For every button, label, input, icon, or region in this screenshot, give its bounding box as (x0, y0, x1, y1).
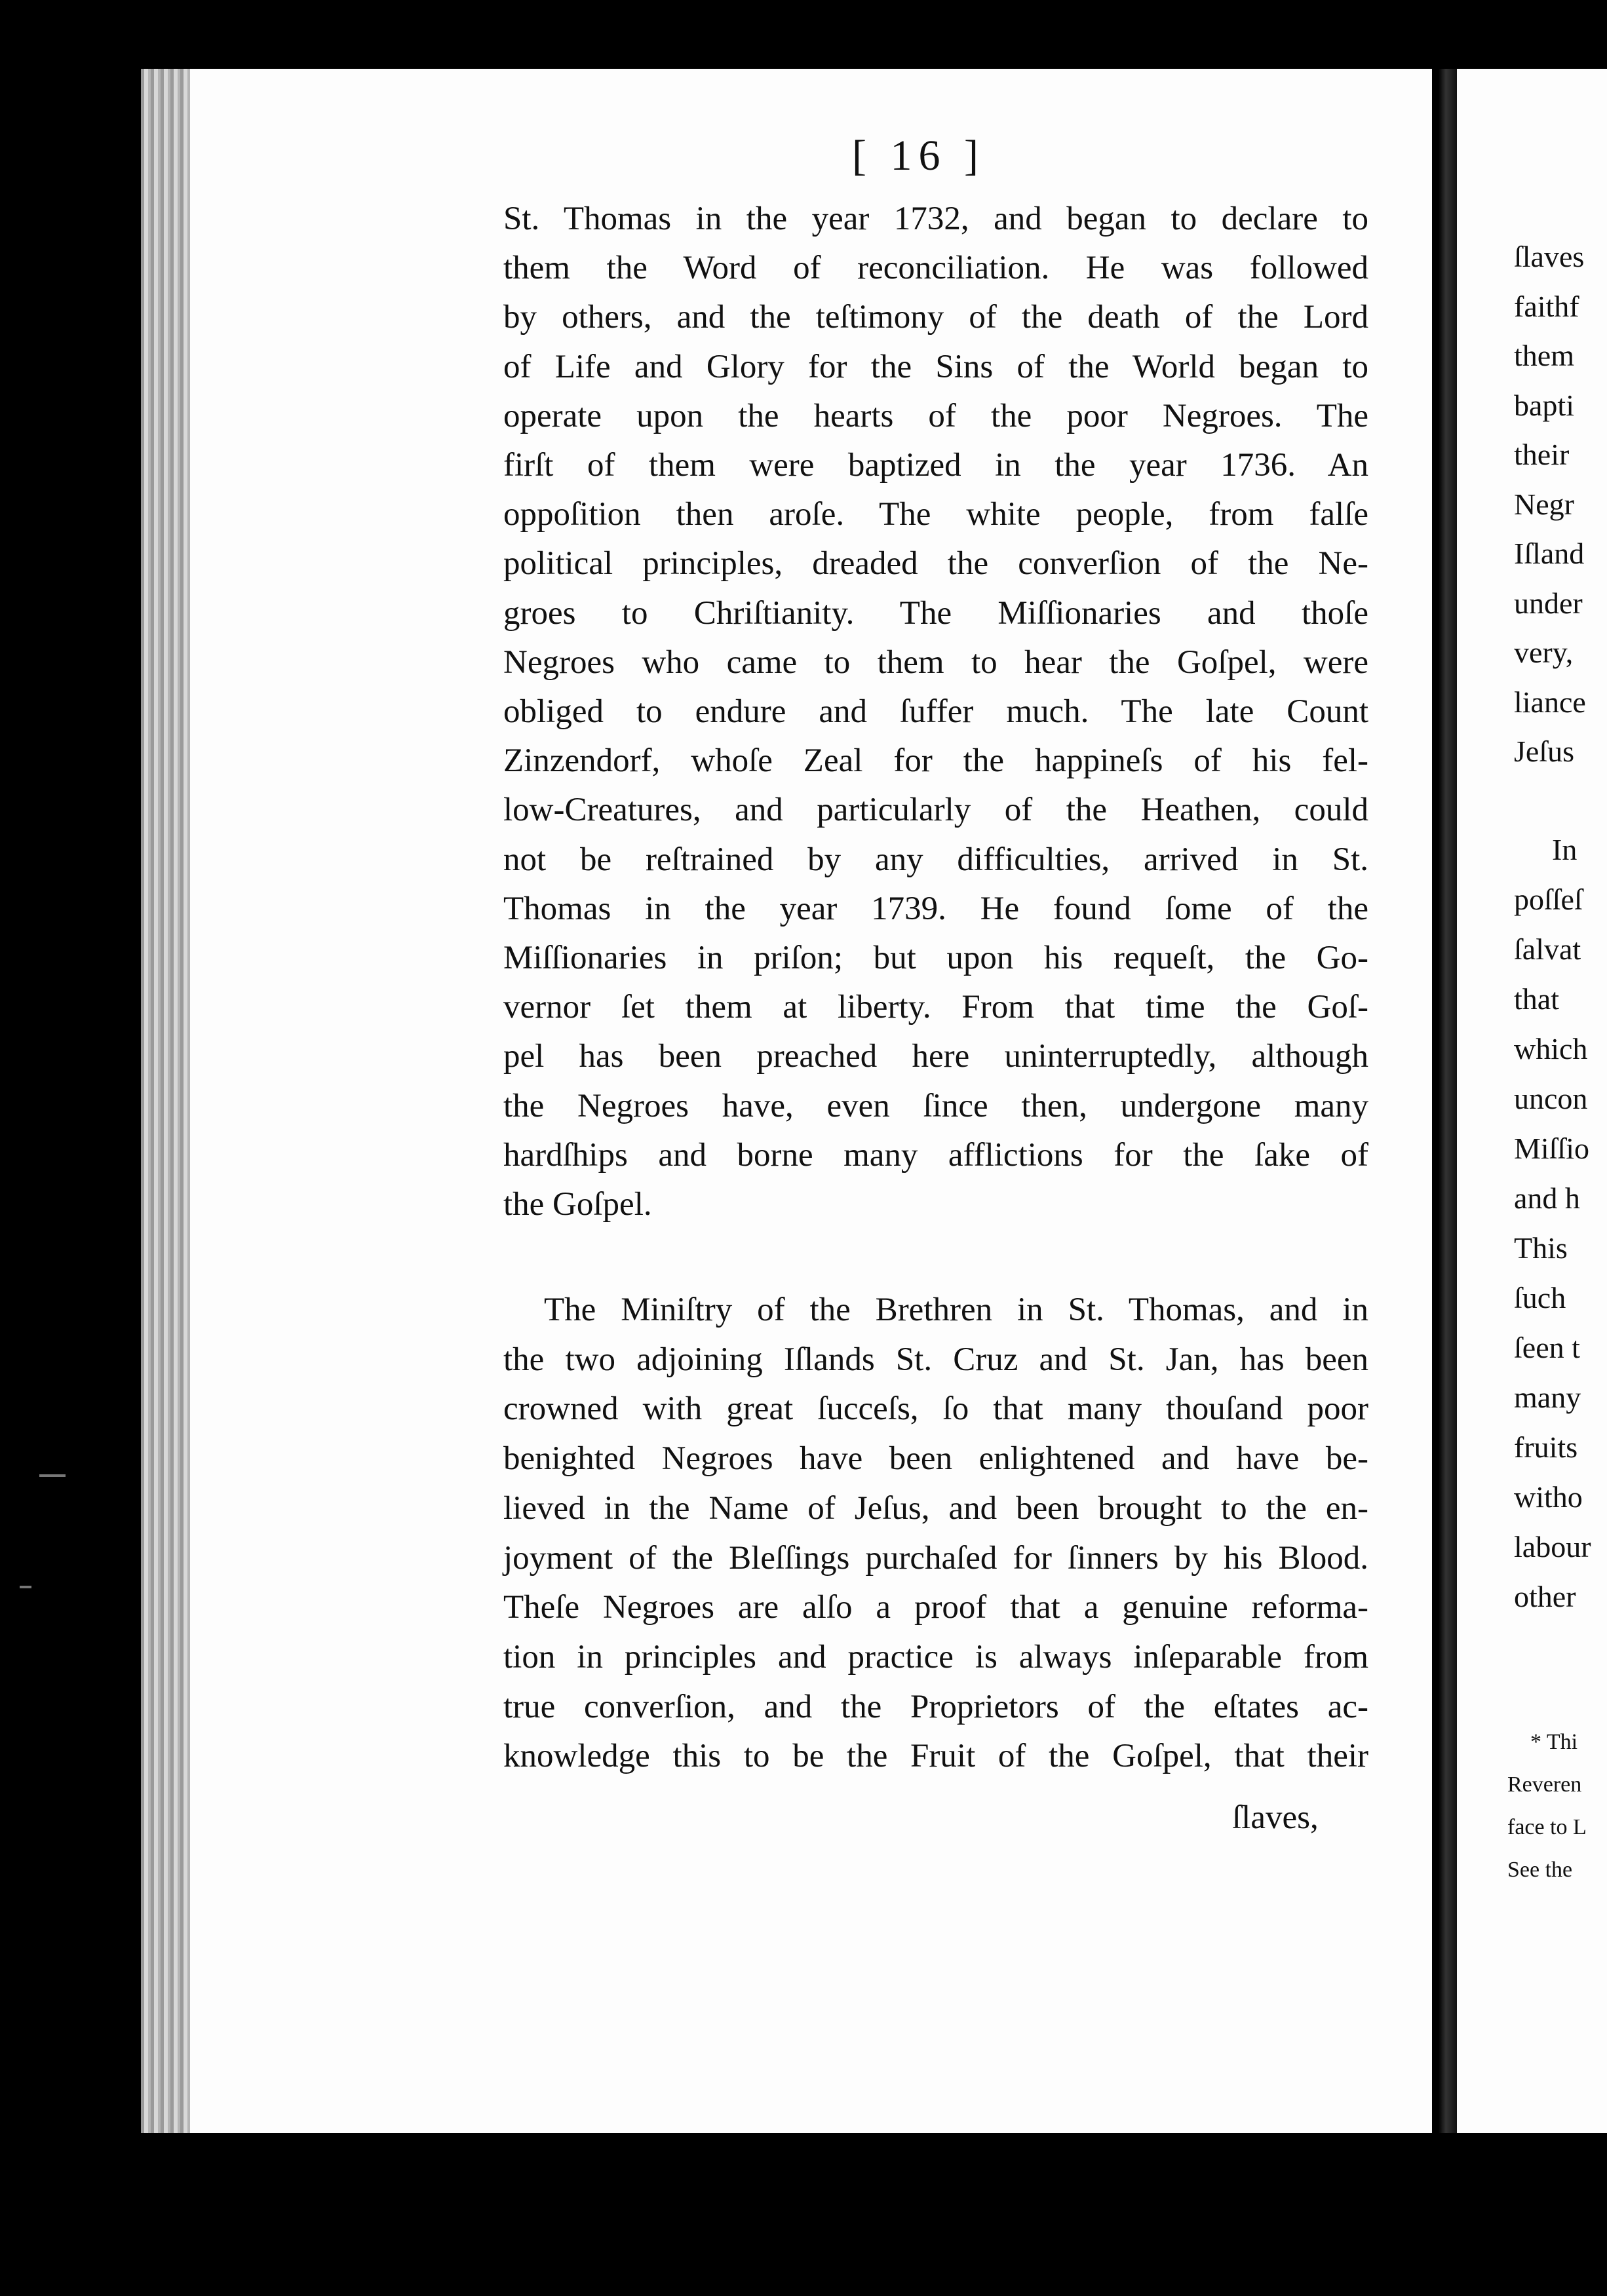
facing-text-line: Negr (1514, 487, 1574, 521)
text-line: oppoſition then aroſe. The white people, from falſe (503, 496, 1368, 533)
facing-text-line: ſalvat (1514, 932, 1581, 966)
text-line: pel has been preached here uninterruptedly, although (503, 1038, 1368, 1075)
facing-text-line: and h (1514, 1181, 1580, 1215)
facing-text-line: Jeſus (1514, 735, 1574, 768)
scan-speck (39, 1474, 66, 1477)
facing-text-line: This (1514, 1231, 1568, 1265)
text-line: of Life and Glory for the Sins of the World began to (503, 348, 1368, 385)
facing-text-line: very, (1514, 636, 1574, 669)
facing-text-line: ſlaves (1514, 240, 1585, 273)
text-line: groes to Chriſtianity. The Miſſionaries and thoſe (503, 594, 1368, 632)
page-number: [ 16 ] (852, 132, 985, 180)
text-line: firſt of them were baptized in the year 1736. An (503, 447, 1368, 484)
text-line: vernor ſet them at liberty. From that time the Goſ- (503, 989, 1368, 1026)
facing-text-line: In (1552, 833, 1578, 866)
text-line: St. Thomas in the year 1732, and began to declare to (503, 201, 1368, 237)
facing-footnote-line: See the (1507, 1858, 1573, 1882)
facing-footnote-line: * Thi (1530, 1730, 1578, 1754)
facing-text-line: labour (1514, 1530, 1591, 1563)
text-line: lieved in the Name of Jeſus, and been brought to the en- (503, 1489, 1368, 1527)
text-line: Theſe Negroes are alſo a proof that a genuine reforma- (503, 1589, 1368, 1626)
facing-text-line: many (1514, 1381, 1581, 1414)
facing-text-line: their (1514, 438, 1570, 471)
text-line: true converſion, and the Proprietors of the eſtates ac- (503, 1688, 1368, 1725)
text-line: joyment of the Bleſſings purchaſed for ſinners by his Blood. (503, 1539, 1368, 1577)
text-line: low-Creatures, and particularly of the Heathen, could (503, 792, 1368, 829)
text-line: Zinzendorf, whoſe Zeal for the happineſs of his fel- (503, 742, 1368, 780)
text-line: crowned with great ſucceſs, ſo that many thouſand poor (503, 1390, 1368, 1428)
text-line: obliged to endure and ſuffer much. The late Count (503, 693, 1368, 730)
facing-text-line: ſuch (1514, 1281, 1566, 1314)
facing-text-line: bapti (1514, 388, 1574, 422)
facing-text-line: ſeen t (1514, 1331, 1580, 1364)
facing-text-line: poſſeſ (1514, 883, 1583, 916)
text-line: The Miniſtry of the Brethren in St. Thomas, and in (544, 1292, 1368, 1328)
catchword: ſlaves, (1232, 1799, 1319, 1836)
gutter-shadow (1439, 69, 1457, 2133)
text-line: Thomas in the year 1739. He found ſome of the (503, 890, 1368, 927)
text-line: benighted Negroes have been enlightened and have be- (503, 1440, 1368, 1478)
text-line: Miſſionaries in priſon; but upon his requeſt, the Go- (503, 940, 1368, 976)
facing-text-line: liance (1514, 685, 1586, 719)
text-line: knowledge this to be the Fruit of the Goſpel, that their (503, 1738, 1368, 1775)
text-line: them the Word of reconciliation. He was followed (503, 250, 1368, 287)
facing-text-line: faithf (1514, 289, 1579, 323)
text-line: political principles, dreaded the converſion of the Ne- (503, 545, 1368, 583)
facing-text-line: under (1514, 586, 1583, 620)
text-line: the Goſpel. (503, 1186, 652, 1223)
text-line: the two adjoining Iſlands St. Cruz and St. Jan, has been (503, 1341, 1368, 1378)
facing-text-line: fruits (1514, 1430, 1578, 1464)
text-line: the Negroes have, even ſince then, undergone many (503, 1087, 1368, 1124)
text-line: Negroes who came to them to hear the Goſpel, were (503, 643, 1368, 681)
facing-text-line: which (1514, 1032, 1588, 1065)
text-line: hardſhips and borne many afflictions for the ſake of (503, 1136, 1368, 1174)
facing-footnote-line: Reveren (1507, 1772, 1582, 1797)
scan-speck (20, 1586, 31, 1588)
facing-text-line: other (1514, 1580, 1576, 1613)
facing-text-line: that (1514, 982, 1559, 1016)
facing-footnote-line: face to L (1507, 1815, 1587, 1839)
text-line: by others, and the teſtimony of the death of the Lord (503, 299, 1368, 336)
facing-text-line: Iſland (1514, 537, 1585, 570)
text-line: not be reſtrained by any difficulties, arrived in St. (503, 841, 1368, 878)
facing-text-line: Miſſio (1514, 1132, 1590, 1165)
facing-text-line: witho (1514, 1480, 1583, 1514)
page-edge-shadow (141, 69, 190, 2133)
facing-text-line: uncon (1514, 1082, 1588, 1115)
facing-text-line: them (1514, 339, 1574, 372)
text-line: operate upon the hearts of the poor Negroes. The (503, 397, 1368, 434)
text-line: tion in principles and practice is always inſeparable from (503, 1638, 1368, 1675)
